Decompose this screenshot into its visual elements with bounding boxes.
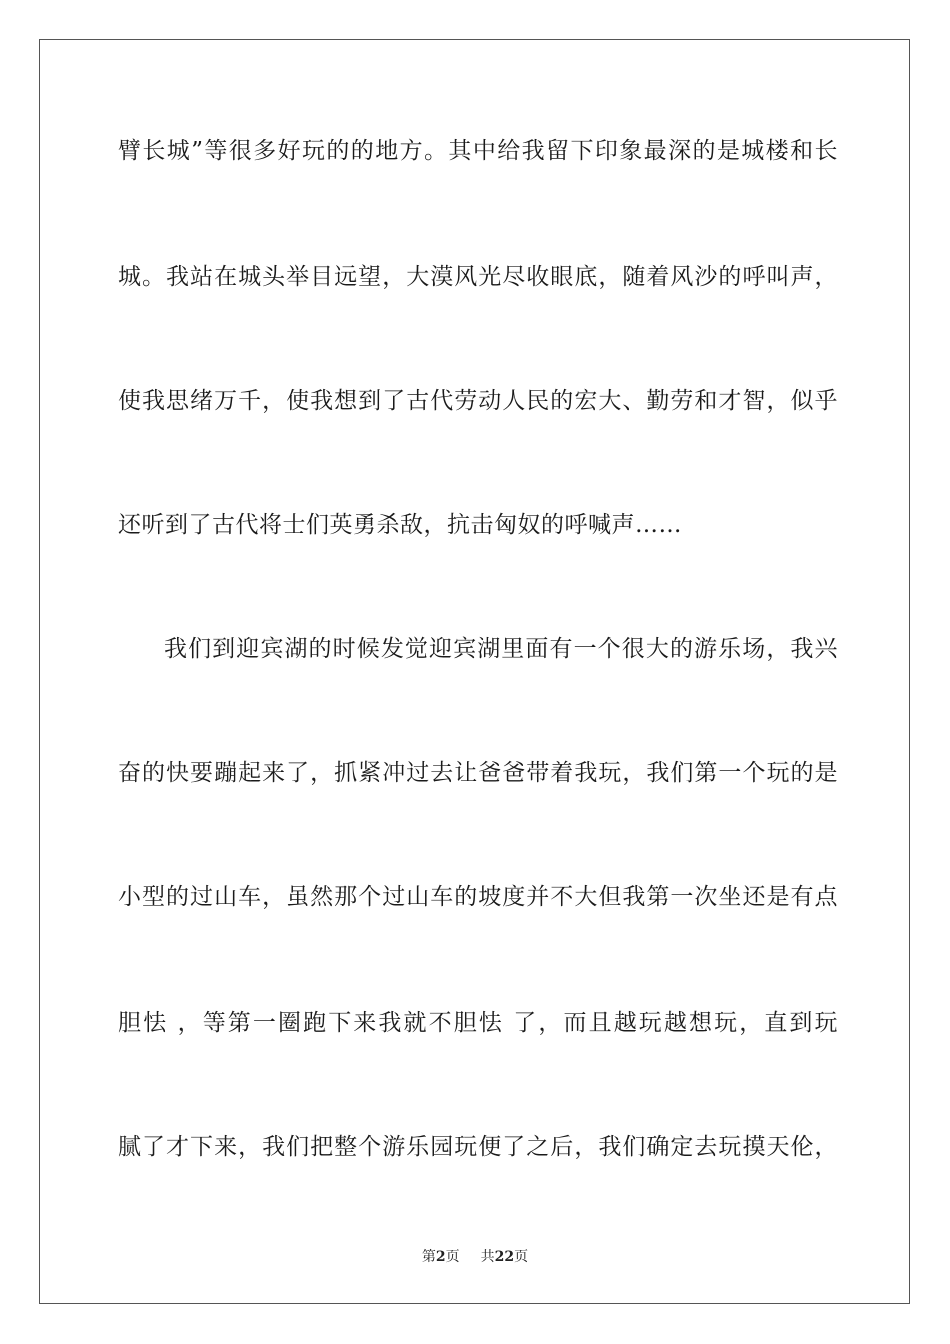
text-line: 城。我站在城头举目远望，大漠风光尽收眼底，随着风沙的呼叫声， [118, 264, 838, 290]
page-number: 2 [435, 1249, 446, 1265]
text-line: 使我思绪万千，使我想到了古代劳动人民的宏大、勤劳和才智，似乎 [118, 388, 838, 414]
total-suffix: 页 [514, 1249, 529, 1265]
paragraph-first-line: 我们到迎宾湖的时候发觉迎宾湖里面有一个很大的游乐场，我兴 [164, 636, 838, 662]
page-suffix: 页 [445, 1249, 460, 1265]
text-line: 腻了才下来，我们把整个游乐园玩便了之后，我们确定去玩摸天伦， [118, 1134, 838, 1160]
text-line: 胆怯 ，等第一圈跑下来我就不胆怯 了，而且越玩越想玩，直到玩 [118, 1010, 838, 1036]
page-prefix: 第 [421, 1249, 436, 1265]
total-prefix: 共 [480, 1249, 495, 1265]
total-pages: 22 [494, 1249, 515, 1265]
text-line: 奋的快要蹦起来了，抓紧冲过去让爸爸带着我玩，我们第一个玩的是 [118, 760, 838, 786]
page-footer [0, 1246, 950, 1266]
text-line: 臂长城”等很多好玩的的地方。其中给我留下印象最深的是城楼和长 [118, 138, 838, 164]
text-line: 还听到了古代将士们英勇杀敌，抗击匈奴的呼喊声…… [118, 512, 682, 538]
text-line: 小型的过山车，虽然那个过山车的坡度并不大但我第一次坐还是有点 [118, 884, 838, 910]
page-border [39, 39, 910, 1304]
